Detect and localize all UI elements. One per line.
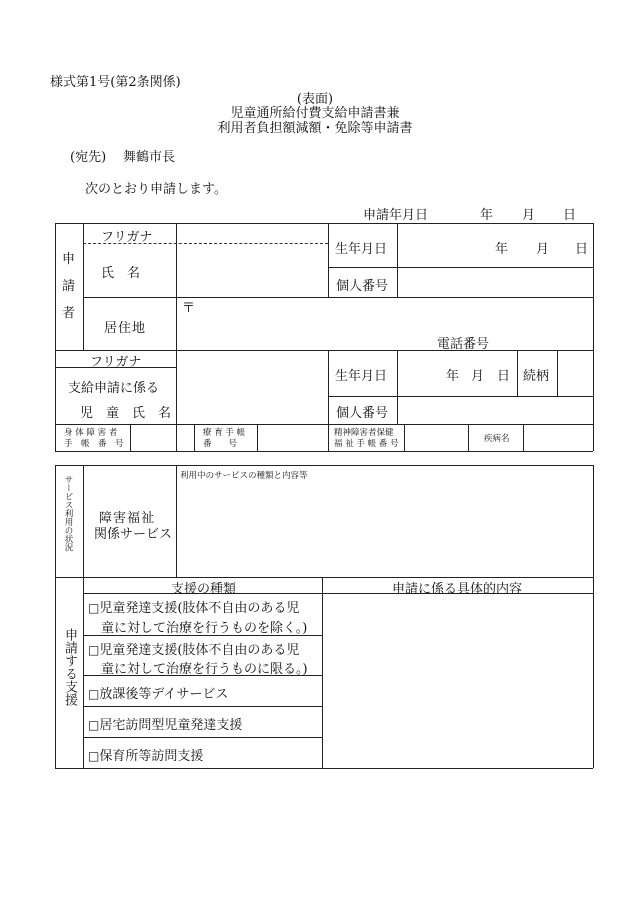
title-line1: 児童通所給付費支給申請書兼 [230,106,400,121]
postal-mark: 〒 [182,301,196,316]
child-relation-label: 続柄 [523,369,550,384]
child-name-label-line1: 支給申請に係る [68,381,160,396]
title-line2: 利用者負担額減額・免除等申請書 [217,121,413,136]
application-date-day: 日 [563,208,577,223]
rehab-cert-label-line1: 療 育 手 帳 [203,428,246,438]
service-usage-note: 利用中のサービスの種類と内容等 [180,471,308,481]
applicant-birth-year: 年 [495,242,509,257]
applicant-id-number-label: 個人番号 [336,279,389,294]
child-name-label-line2: 児 童 氏 名 [80,406,172,421]
support-side-label: 申請する支援 [62,628,77,706]
support-item-label: 居宅訪問型児童発達支援 [99,718,243,733]
applicant-label-1: 申 [62,252,76,267]
support-item-label: 放課後等デイサービス [99,687,229,702]
service-category-line1: 障害福祉 [99,511,156,526]
support-type-header: 支援の種類 [171,582,237,597]
mental-cert-label-line2: 福 祉 手 帳 番 号 [334,439,399,449]
applicant-label-3: 者 [62,306,76,321]
applicant-phone-label: 電話番号 [437,337,490,352]
applicant-label-2: 請 [62,279,76,294]
applicant-birth-day: 日 [575,242,589,257]
child-birth-month: 月 [471,369,485,384]
checkbox-icon[interactable]: □ [88,601,100,615]
child-furigana-label: フリガナ [90,355,142,370]
checkbox-icon[interactable]: □ [88,643,100,657]
physical-cert-label-line1: 身 体 障 害 者 [64,428,118,438]
application-date-month: 月 [522,208,536,223]
applicant-birth-label: 生年月日 [335,242,388,257]
applicant-address-label: 居住地 [104,321,147,336]
addressee-prefix: (宛先) [70,150,107,165]
support-item-label: 保育所等訪問支援 [99,749,204,764]
applicant-furigana-label: フリガナ [101,230,153,245]
checkbox-icon[interactable]: □ [88,687,100,701]
application-date-year: 年 [480,208,494,223]
application-date-label: 申請年月日 [363,208,429,223]
applicant-name-label: 氏 名 [101,266,141,281]
addressee: 舞鶴市長 [123,150,176,165]
support-item-label-line2: 童に対して治療を行うものに限る。) [101,662,308,677]
child-birth-year: 年 [446,369,460,384]
intro-text: 次のとおり申請します。 [85,182,227,197]
checkbox-icon[interactable]: □ [88,718,100,732]
support-detail-header: 申請に係る具体的内容 [392,582,523,597]
form-number: 様式第1号(第2条関係) [50,75,181,90]
disease-label: 疾病名 [484,434,510,444]
applicant-birth-month: 月 [536,242,550,257]
support-item-label-line2: 童に対して治療を行うものを除く。) [101,621,308,636]
mental-cert-label-line1: 精神障害者保健 [334,428,394,438]
child-birth-label: 生年月日 [335,369,388,384]
child-birth-day: 日 [497,369,511,384]
physical-cert-label-line2: 手 帳 番 号 [64,439,124,449]
service-usage-side-label: サービス利用の状況 [63,475,73,552]
side-label: (表面) [296,92,334,107]
support-item-label: 児童発達支援(肢体不自由のある児 [99,643,300,658]
support-item-label: 児童発達支援(肢体不自由のある児 [99,601,300,616]
service-category-line2: 関係サービス [94,527,173,542]
checkbox-icon[interactable]: □ [88,749,100,763]
child-id-number-label: 個人番号 [336,406,389,421]
rehab-cert-label-line2: 番 号 [203,439,238,449]
